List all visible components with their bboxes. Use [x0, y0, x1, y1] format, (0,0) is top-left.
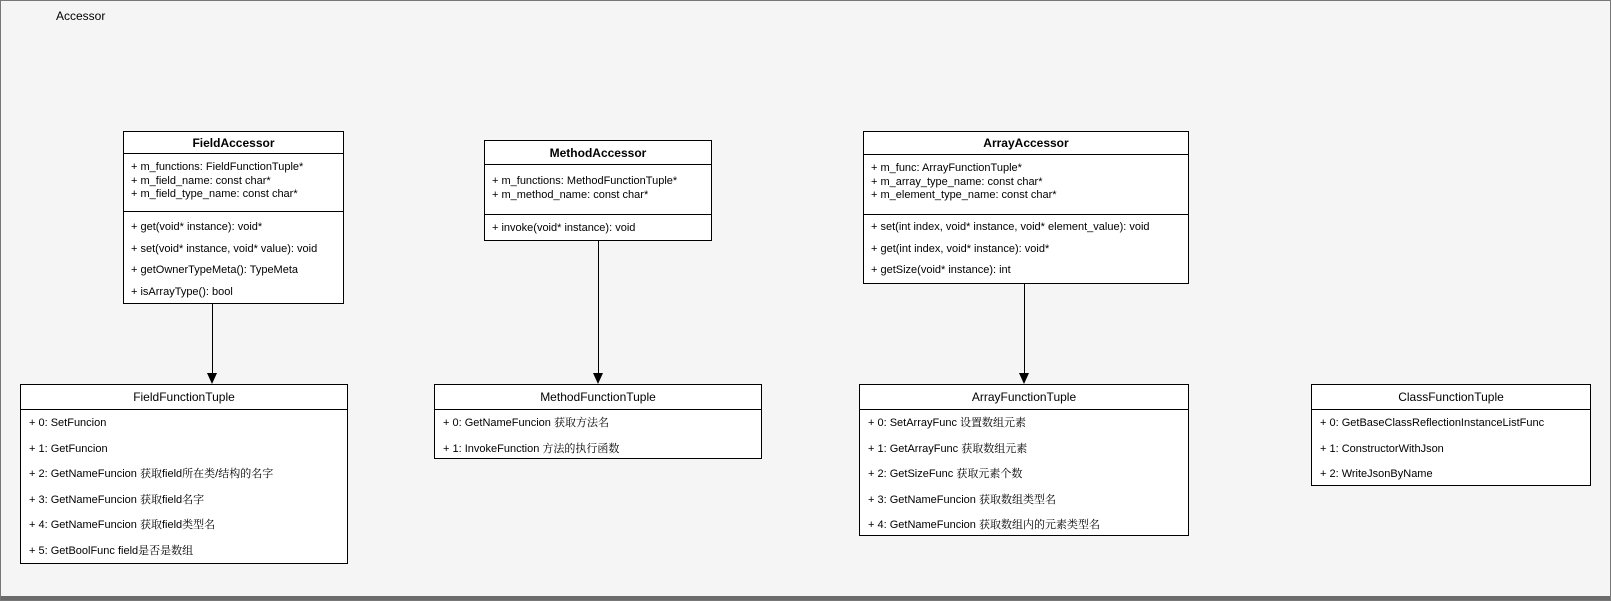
tuple-item-line: + 3: GetNameFuncion 获取field名字: [29, 493, 205, 506]
class-box-class-function-tuple[interactable]: [1311, 384, 1591, 486]
attributes-section: [864, 155, 1188, 215]
class-box-field-function-tuple[interactable]: [20, 384, 348, 564]
class-box-field-accessor[interactable]: [123, 131, 344, 304]
class-title: FieldAccessor: [124, 132, 343, 154]
method-line: + get(void* instance): void*: [131, 221, 263, 233]
tuple-item-line: + 5: GetBoolFunc field是否是数组: [29, 544, 194, 557]
tuple-item-line: + 2: GetNameFuncion 获取field所在类/结构的名字: [29, 468, 274, 480]
tuple-item-line: + 0: GetBaseClassReflectionInstanceListFunc: [1320, 417, 1545, 429]
attributes-section: [485, 165, 711, 215]
canvas-label[interactable]: Accessor: [56, 9, 106, 23]
class-box-array-function-tuple[interactable]: [859, 384, 1189, 536]
tuple-item-line: + 1: InvokeFunction 方法的执行函数: [443, 442, 620, 455]
tuple-item-line: + 1: ConstructorWithJson: [1320, 442, 1444, 455]
tuple-item-line: + 0: SetArrayFunc 设置数组元素: [868, 417, 1027, 429]
tuple-item-line: + 3: GetNameFuncion 获取数组类型名: [868, 493, 1056, 506]
method-line: + get(int index, void* instance): void*: [871, 242, 1050, 255]
attribute-line: + m_element_type_name: const char*: [871, 189, 1057, 201]
class-title: ClassFunctionTuple: [1312, 385, 1590, 410]
class-title: MethodAccessor: [485, 141, 711, 165]
arrow-shaft: [1024, 284, 1026, 375]
method-line: + isArrayType(): bool: [131, 285, 233, 298]
methods-section: [124, 212, 343, 303]
attributes-section: [124, 154, 343, 212]
tuple-item-line: + 4: GetNameFuncion 获取field类型名: [29, 519, 216, 531]
items-section: [1312, 410, 1590, 488]
attribute-line: + m_field_type_name: const char*: [131, 188, 298, 200]
tuple-item-line: + 1: GetArrayFunc 获取数组元素: [868, 442, 1028, 455]
attribute-line: + m_functions: FieldFunctionTuple*: [131, 161, 304, 173]
arrow-head: [1019, 373, 1029, 384]
items-section: [21, 410, 347, 564]
items-section: [860, 410, 1188, 539]
attribute-line: + m_func: ArrayFunctionTuple*: [871, 162, 1022, 174]
class-title: ArrayAccessor: [864, 132, 1188, 155]
tuple-item-line: + 4: GetNameFuncion 获取数组内的元素类型名: [868, 519, 1100, 531]
arrow-head: [207, 373, 217, 384]
methods-section: [485, 215, 711, 240]
attribute-line: + m_field_name: const char*: [131, 174, 271, 187]
tuple-item-line: + 2: WriteJsonByName: [1320, 468, 1433, 480]
items-section: [435, 410, 761, 462]
arrow-shaft: [212, 304, 214, 375]
arrow-shaft: [598, 241, 600, 375]
methods-section: [864, 215, 1188, 282]
tuple-item-line: + 2: GetSizeFunc 获取元素个数: [868, 468, 1023, 480]
attribute-line: + m_array_type_name: const char*: [871, 175, 1043, 188]
attribute-line: + m_method_name: const char*: [492, 188, 649, 201]
class-title: FieldFunctionTuple: [21, 385, 347, 410]
method-line: + set(int index, void* instance, void* element_value): void: [871, 221, 1150, 233]
tuple-item-line: + 1: GetFuncion: [29, 442, 108, 455]
attribute-line: + m_functions: MethodFunctionTuple*: [492, 175, 678, 187]
class-box-method-accessor[interactable]: [484, 140, 712, 241]
method-line: + getOwnerTypeMeta(): TypeMeta: [131, 264, 299, 276]
class-box-array-accessor[interactable]: [863, 131, 1189, 284]
tuple-item-line: + 0: SetFuncion: [29, 417, 107, 429]
tuple-item-line: + 0: GetNameFuncion 获取方法名: [443, 417, 609, 429]
class-box-method-function-tuple[interactable]: [434, 384, 762, 459]
bottom-edge-bar: [1, 596, 1610, 600]
class-title: ArrayFunctionTuple: [860, 385, 1188, 410]
method-line: + invoke(void* instance): void: [492, 222, 636, 234]
method-line: + set(void* instance, void* value): void: [131, 242, 318, 255]
class-title: MethodFunctionTuple: [435, 385, 761, 410]
arrow-head: [593, 373, 603, 384]
method-line: + getSize(void* instance): int: [871, 264, 1011, 276]
